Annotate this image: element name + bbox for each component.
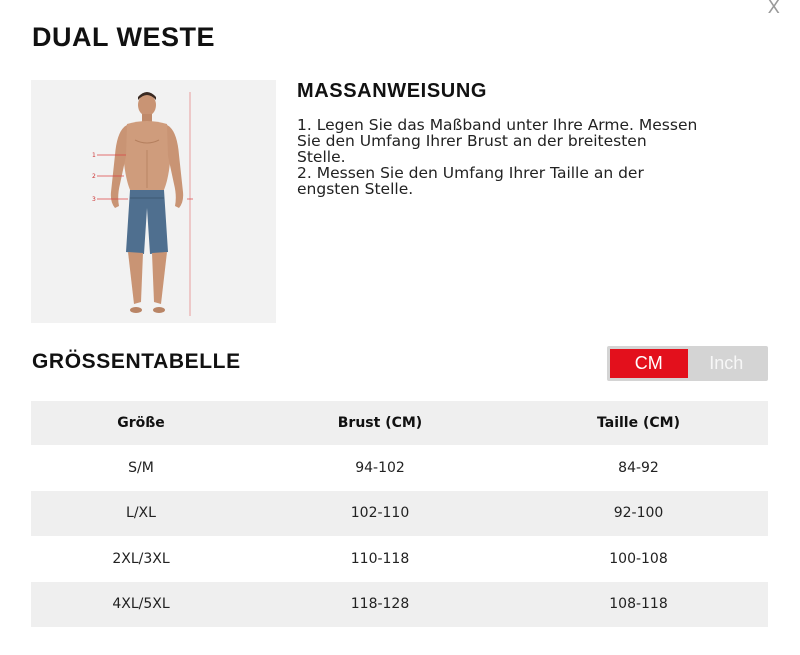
size-table xyxy=(31,401,768,627)
guide-title: MASSANWEISUNG xyxy=(297,80,488,102)
marker-label: 1 xyxy=(92,152,96,159)
measurement-guide xyxy=(297,80,772,197)
guide-text-line: 2. Messen Sie den Umfang Ihrer Taille an der xyxy=(297,164,644,182)
marker-label: 2 xyxy=(92,173,96,180)
size-chart-title: GRÖSSENTABELLE xyxy=(32,350,241,373)
cell-waist: 100-108 xyxy=(509,536,768,582)
unit-inch-button[interactable]: Inch xyxy=(688,349,766,378)
marker-label: 3 xyxy=(92,196,96,203)
table-row xyxy=(31,582,768,628)
guide-text-line: Stelle. xyxy=(297,148,346,166)
cell-waist: 108-118 xyxy=(509,582,768,628)
cell-chest: 118-128 xyxy=(251,582,509,628)
unit-toggle xyxy=(607,346,768,381)
table-row xyxy=(31,491,768,537)
guide-text-line: Sie den Umfang Ihrer Brust an der breitesten xyxy=(297,132,647,150)
header-chest: Brust (CM) xyxy=(251,401,509,445)
header-waist: Taille (CM) xyxy=(509,401,768,445)
guide-text-line: engsten Stelle. xyxy=(297,180,414,198)
cell-chest: 94-102 xyxy=(251,445,509,491)
table-header-row xyxy=(31,401,768,445)
table-row xyxy=(31,445,768,491)
cell-size: S/M xyxy=(31,445,251,491)
header-size: Größe xyxy=(31,401,251,445)
cell-size: 4XL/5XL xyxy=(31,582,251,628)
cell-chest: 110-118 xyxy=(251,536,509,582)
cell-waist: 84-92 xyxy=(509,445,768,491)
modal-title: DUAL WESTE xyxy=(32,22,216,52)
cell-chest: 102-110 xyxy=(251,491,509,537)
cell-size: 2XL/3XL xyxy=(31,536,251,582)
model-illustration xyxy=(31,80,276,323)
cell-size: L/XL xyxy=(31,491,251,537)
cell-waist: 92-100 xyxy=(509,491,768,537)
unit-cm-button[interactable]: CM xyxy=(610,349,688,378)
model-shorts xyxy=(126,190,168,254)
close-button[interactable]: X xyxy=(767,0,780,18)
table-row xyxy=(31,536,768,582)
guide-text-line: 1. Legen Sie das Maßband unter Ihre Arme. Messen xyxy=(297,116,698,134)
measurement-figure xyxy=(31,80,276,323)
